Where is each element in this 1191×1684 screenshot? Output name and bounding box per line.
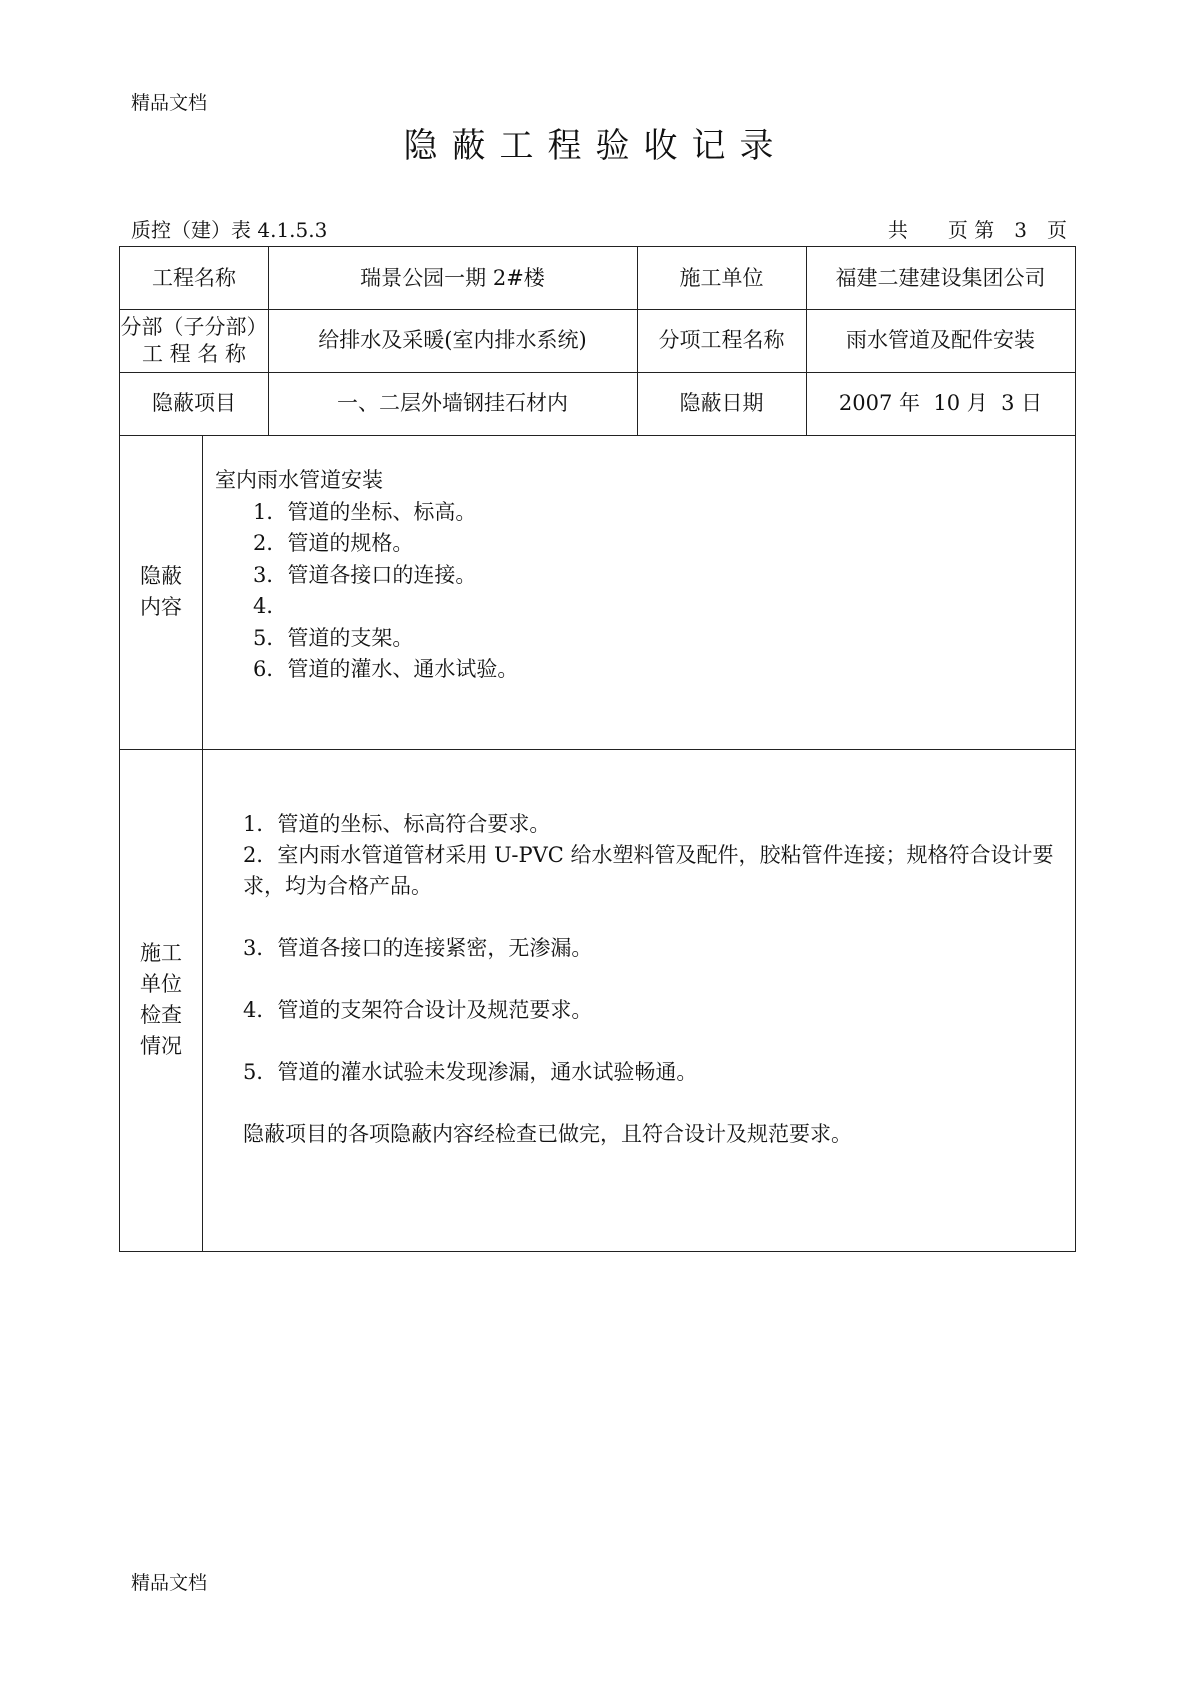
hidden-content-item: 4． — [253, 594, 288, 618]
hidden-content-item: 3．管道各接口的连接。 — [253, 562, 477, 587]
inspection-paragraph: 2．室内雨水管道管材采用 U-PVC 给水塑料管及配件，胶粘管件连接；规格符合设计要求，均为合格产品。 — [243, 843, 1054, 898]
footer-watermark-text: 精品文档 — [131, 1572, 208, 1594]
inspection-form-table — [119, 246, 1076, 1252]
sub-division-label-line2: 工 程 名 称 — [141, 341, 247, 366]
inspection-paragraph: 4．管道的支架符合设计及规范要求。 — [243, 998, 593, 1022]
hidden-content-item: 1．管道的坐标、标高。 — [253, 499, 477, 524]
inspection-label-line: 施工 — [140, 941, 182, 965]
page-title: 隐蔽工程验收记录 — [403, 126, 788, 166]
hidden-content-body — [215, 465, 518, 686]
hidden-content-heading: 室内雨水管道安装 — [215, 468, 383, 492]
project-name-label: 工程名称 — [152, 265, 236, 290]
hidden-item-label: 隐蔽项目 — [152, 391, 236, 416]
sub-division-value: 给排水及采暖(室内排水系统) — [318, 328, 587, 353]
inspection-label-line: 单位 — [140, 972, 182, 996]
hidden-date-value: 2007 年 10 月 3 日 — [838, 391, 1043, 416]
hidden-content-section — [120, 435, 1075, 749]
hidden-content-item: 6．管道的灌水、通水试验。 — [253, 657, 519, 681]
sub-item-value: 雨水管道及配件安装 — [846, 328, 1035, 353]
inspection-conclusion: 隐蔽项目的各项隐蔽内容经检查已做完，且符合设计及规范要求。 — [243, 1122, 852, 1146]
sub-division-label-line1: 分部（子分部） — [120, 315, 268, 340]
inspection-body — [243, 809, 1068, 1150]
contractor-value: 福建二建建设集团公司 — [835, 265, 1046, 290]
project-name-value: 瑞景公园一期 2#楼 — [360, 265, 545, 290]
hidden-date-label: 隐蔽日期 — [679, 391, 764, 416]
contractor-label: 施工单位 — [679, 265, 764, 290]
hidden-content-item: 2．管道的规格。 — [253, 531, 414, 555]
inspection-paragraph: 1．管道的坐标、标高符合要求。 — [243, 812, 551, 836]
sub-division-label — [120, 309, 268, 372]
inspection-label-line: 情况 — [140, 1034, 182, 1058]
header-watermark-text: 精品文档 — [131, 92, 208, 114]
hidden-item-value: 一、二层外墙钢挂石材内 — [337, 391, 568, 416]
inspection-section — [120, 749, 1075, 1251]
page-info: 共 页 第 3 页 — [887, 218, 1067, 242]
hidden-content-label-line: 隐蔽 — [140, 564, 182, 588]
inspection-paragraph: 5．管道的灌水试验未发现渗漏，通水试验畅通。 — [243, 1060, 698, 1084]
hidden-content-item: 5．管道的支架。 — [253, 625, 414, 650]
inspection-label-line: 检查 — [140, 1003, 182, 1027]
sub-item-label: 分项工程名称 — [658, 328, 785, 353]
hidden-content-label-line: 内容 — [140, 595, 182, 619]
form-code: 质控（建）表 4.1.5.3 — [131, 218, 328, 242]
inspection-paragraph: 3．管道各接口的连接紧密，无渗漏。 — [243, 936, 593, 960]
